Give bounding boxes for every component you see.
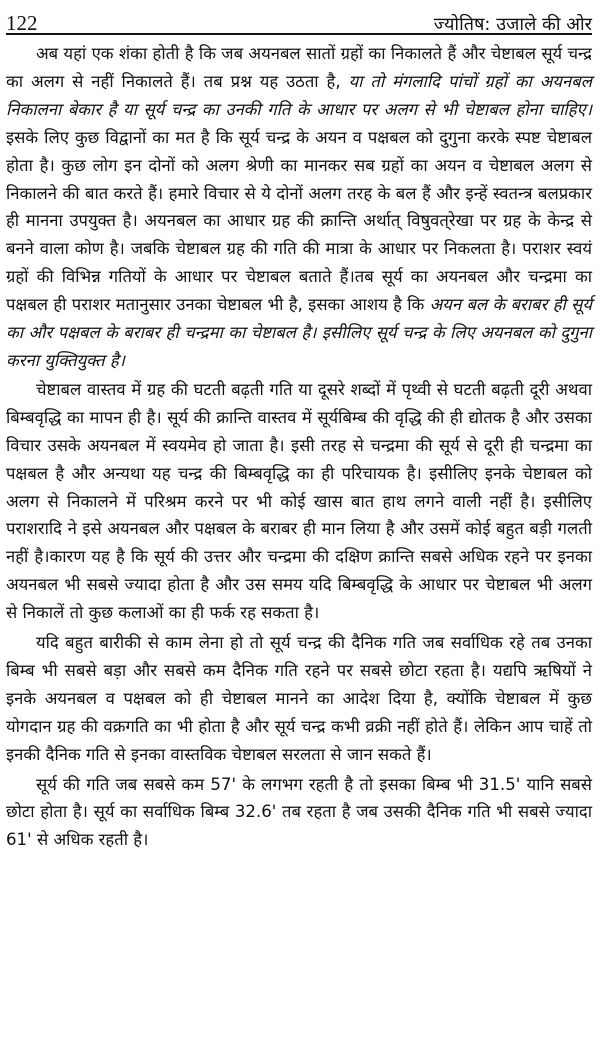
paragraph-1-italic-2: अयन बल के बराबर ही सूर्य का और पक्षबल के बराबर ही चन्द्रमा का चेष्टाबल है। इसीलिए सूर्य चन्द्र के लिए अयनबल को दुगुना करना युक्तियुक्त है।	[6, 295, 592, 370]
paragraph-4-text: सूर्य की गति जब सबसे कम 57' के लगभग रहती है तो इसका बिम्ब भी 31.5' यानि सबसे छोटा होता है। सूर्य का सर्वाधिक बिम्ब 32.6' तब रहता है जब उसकी दैनिक गति भी सबसे ज्यादा 61' से अधिक रहती है।	[6, 774, 592, 850]
header-rule	[6, 33, 592, 35]
paragraph-1-text-2: इसके लिए कुछ विद्वानों का मत है कि सूर्य चन्द्र के अयन व पक्षबल को दुगुना करके स्पष्ट चेष्टाबल होता है। कुछ लोग इन दोनों को अलग श्रेणी का मानकर सब ग्रहों का अयन व चेष्टाबल अलग से निकालने की बात करते हैं। हमारे विचार से ये दोनों अलग तरह के बल हैं और इन्हें स्वतन्त्र बलप्रकार ही मानना उपयुक्त है। अयनबल का आधार ग्रह की क्रान्ति अर्थात् विषुवत्‌रेखा पर ग्रह के केन्द्र से बनने वाला कोण है। जबकि चेष्टाबल ग्रह की गति की मात्रा के आधार पर निकलता है। पराशर स्वयं ग्रहों की विभिन्न गतियों के आधार पर चेष्टाबल बताते हैं।तब सूर्य का अयनबल और चन्द्रमा का पक्षबल ही पराशर मतानुसार उनका चेष्टाबल भी है, इसका आशय है कि	[6, 127, 592, 315]
page-number: 122	[6, 11, 38, 35]
paragraph-2	[6, 376, 592, 627]
paragraph-1	[6, 40, 592, 375]
paragraph-2-text: चेष्टाबल वास्तव में ग्रह की घटती बढ़ती गति या दूसरे शब्दों में पृथ्वी से घटती बढ़ती दूरी अथवा बिम्बवृद्धि का मापन ही है। सूर्य की क्रान्ति वास्तव में सूर्यबिम्ब की वृद्धि की ही द्योतक है और उसका विचार उसके अयनबल में स्वयमेव हो जाता है। इसी तरह से चन्द्रमा की सूर्य से दूरी ही चन्द्रमा का पक्षबल है और अन्यथा यह चन्द्र की बिम्बवृद्धि का ही परिचायक है। इसीलिए इनके चेष्टाबल को अलग से निकालने में परिश्रम करने पर भी कोई खास बात हाथ लगने वाली नहीं है। इसीलिए पराशरादि ने इसे अयनबल और पक्षबल के बराबर ही मान लिया है और उसमें कोई बहुत बड़ी गलती नहीं है।कारण यह है कि सूर्य की उत्तर और चन्द्रमा की दक्षिण क्रान्ति सबसे अधिक रहने पर इनका अयनबल भी सबसे ज्यादा होता है और उस समय यदि बिम्बवृद्धि के आधार पर चेष्टाबल भी अलग से निकालें तो कुछ कलाओं का ही फर्क रह सकता है।	[6, 379, 593, 623]
paragraph-1-italic-1: या तो मंगलादि पांचों ग्रहों का अयनबल निकालना बेकार है या सूर्य चन्द्र का उनकी गति के आधार पर अलग से भी चेष्टाबल होना चाहिए।	[6, 71, 592, 119]
paragraph-1-text-1: अब यहां एक शंका होती है कि जब अयनबल सातों ग्रहों का निकालते हैं और चेष्टाबल सूर्य चन्द्र का अलग से नहीं निकालते हैं। तब प्रश्न यह उठता है,	[6, 44, 592, 91]
running-title: ज्योतिष: उजाले की ओर	[433, 14, 592, 35]
page-header	[6, 4, 592, 34]
page-body	[6, 40, 592, 854]
paragraph-3	[6, 629, 592, 769]
paragraph-3-text: यदि बहुत बारीकी से काम लेना हो तो सूर्य चन्द्र की दैनिक गति जब सर्वाधिक रहे तब उनका बिम्ब भी सबसे बड़ा और सबसे कम दैनिक गति रहने पर सबसे छोटा रहता है। यद्यपि ऋषियों ने इनके अयनबल व पक्षबल को ही चेष्टाबल मानने का आदेश दिया है, क्योंकि चेष्टाबल में कुछ योगदान ग्रह की वक्रगति का भी होता है और सूर्य चन्द्र कभी व्रक्री नहीं होते हैं। लेकिन आप चाहें तो इनकी दैनिक गति से इनका वास्तविक चेष्टाबल सरलता से जान सकते हैं।	[6, 633, 592, 764]
paragraph-4	[6, 771, 592, 855]
